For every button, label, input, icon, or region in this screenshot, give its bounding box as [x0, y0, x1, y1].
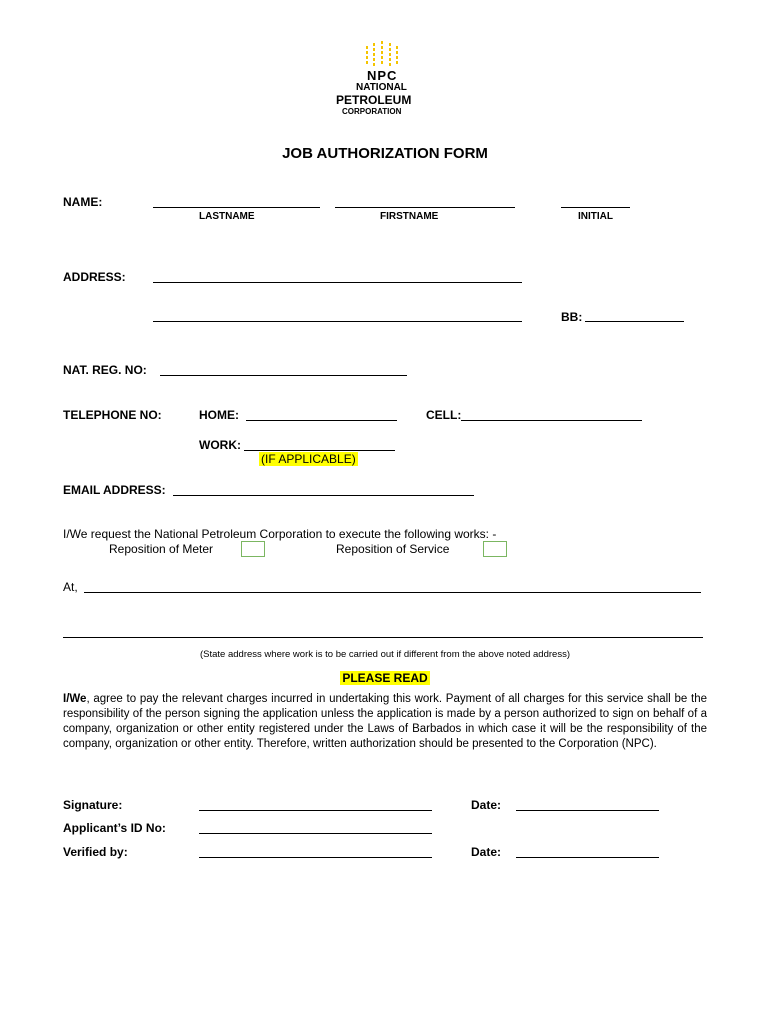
reposition-service-checkbox[interactable] — [483, 541, 507, 557]
form-title: JOB AUTHORIZATION FORM — [282, 145, 488, 162]
lastname-caption: LASTNAME — [199, 211, 255, 222]
reposition-meter-checkbox[interactable] — [241, 541, 265, 557]
please-read-heading: PLEASE READ — [342, 671, 428, 685]
firstname-field[interactable] — [335, 207, 515, 208]
initial-caption: INITIAL — [578, 211, 613, 222]
signature-label: Signature: — [63, 798, 123, 812]
address-line-2[interactable] — [153, 321, 522, 322]
cell-phone-field[interactable] — [461, 420, 642, 421]
verified-by-label: Verified by: — [63, 845, 128, 859]
logo-line1: NATIONAL — [356, 82, 407, 93]
option-meter-label: Reposition of Meter — [109, 542, 214, 556]
email-label: EMAIL ADDRESS: — [63, 483, 166, 497]
logo-line3: CORPORATION — [342, 107, 402, 116]
agreement-paragraph — [63, 692, 707, 752]
logo-line2: PETROLEUM — [336, 93, 412, 107]
work-location-line-1[interactable] — [84, 592, 701, 593]
logo-abbr: NPC — [367, 68, 398, 83]
please-read-wrapper — [0, 669, 770, 687]
date2-field[interactable] — [516, 857, 659, 858]
npc-logo — [332, 40, 432, 118]
natreg-label: NAT. REG. NO: — [63, 363, 147, 377]
address-line-1[interactable] — [153, 282, 522, 283]
initial-field[interactable] — [561, 207, 630, 208]
telephone-label: TELEPHONE NO: — [63, 408, 162, 422]
bb-label: BB: — [561, 310, 583, 324]
request-text: I/We request the National Petroleum Corporation to execute the following works: - — [63, 527, 497, 541]
if-applicable-note: (IF APPLICABLE) — [261, 452, 356, 466]
date-field[interactable] — [516, 810, 659, 811]
bb-field[interactable] — [585, 321, 684, 322]
lastname-field[interactable] — [153, 207, 320, 208]
home-label: HOME: — [199, 408, 239, 422]
home-phone-field[interactable] — [246, 420, 397, 421]
option-service-label: Reposition of Service — [336, 542, 450, 556]
date2-label: Date: — [471, 845, 502, 859]
natreg-field[interactable] — [160, 375, 407, 376]
work-location-note: (State address where work is to be carried out if different from the above noted address) — [200, 649, 570, 660]
work-location-line-2[interactable] — [63, 637, 703, 638]
logo-light-rays-icon — [362, 40, 402, 70]
cell-label: CELL: — [426, 408, 462, 422]
agreement-lead: I/We — [63, 693, 87, 705]
firstname-caption: FIRSTNAME — [380, 211, 439, 222]
email-field[interactable] — [173, 495, 474, 496]
applicant-id-field[interactable] — [199, 833, 432, 834]
address-label: ADDRESS: — [63, 270, 126, 284]
name-label: NAME: — [63, 195, 103, 209]
at-label: At, — [63, 580, 78, 594]
applicant-id-label: Applicant’s ID No: — [63, 821, 166, 835]
work-label: WORK: — [199, 438, 241, 452]
verified-by-field[interactable] — [199, 857, 432, 858]
work-phone-field[interactable] — [244, 450, 395, 451]
agreement-text: , agree to pay the relevant charges incurred in undertaking this work. Payment of all charges for this service shall be the responsibility of the person signing the application unless the application is made by a person authorized to sign on behalf of a company, organization or other entity registered under the Laws of Barbados in which case it will be the responsibility of the company, organization or other entity. Therefore, written authorization should be presented to the Corporation (NPC). — [63, 693, 707, 750]
signature-field[interactable] — [199, 810, 432, 811]
date-label: Date: — [471, 798, 502, 812]
